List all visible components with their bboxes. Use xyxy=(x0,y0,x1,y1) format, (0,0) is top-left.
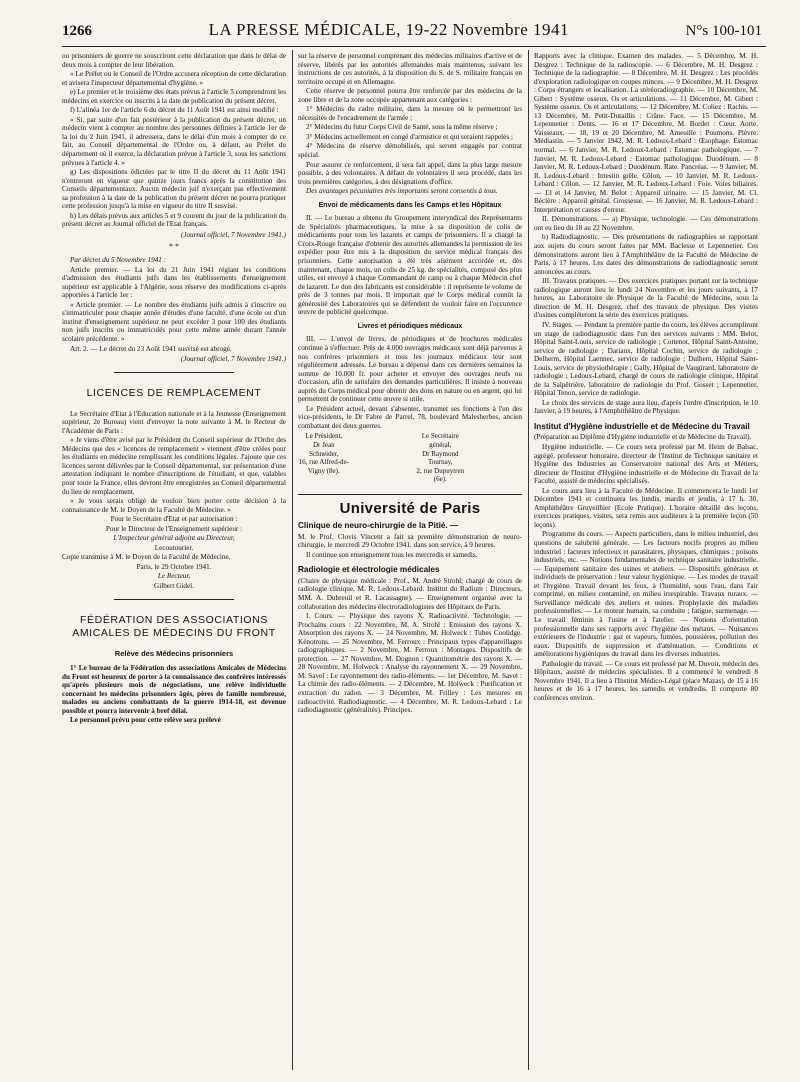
subsection-title: Envoi de médicaments dans les Camps et les Hôpitaux xyxy=(318,201,502,209)
section-title: LICENCES DE REMPLACEMENT xyxy=(86,386,262,399)
signature-line: Le Recteur, xyxy=(157,572,191,581)
section-title: FÉDÉRATION DES ASSOCIATIONS AMICALES DE MÉDECINS DU FRONT xyxy=(72,613,276,639)
signature-line: 2, rue Dupuytren (6e). xyxy=(416,466,465,484)
issue-number: N°s 100-101 xyxy=(685,23,762,39)
column-1 xyxy=(62,52,286,1070)
paragraph: Rapports avec la clinique. Examen des malades. — 5 Décembre, M. H. Desgrez : Technique de la radioscopie. — 6 Décembre, M. H. Desgrez : Technique de la radiographie. — 8 Décembre, M. H. Desgrez : Les procédés d'exploration radiologique en coupes minces. — 9 Décembre, M. H. Desgrez : Corps étrangers et localisation. La stéréoradiographie. — 10 Décembre, M. Gibert : Système osseux. Os et articulations. — 11 Décembre, M. Gibert : Système osseux. Os et articulations. — 12 Décembre, M. Coliez : Rachis. — 13 Décembre, M. Petit-Dutaillis : Crâne. Face. — 15 Décembre, M. Lepennetier : Dents. — 16 et 17 Décembre, M. Bordet : Cœur. Aorte. Vaisseaux. — 18, 19 et 20 Décembre, M. Ameuille : Poumons. Plèvre. Médiastin. — 5 Janvier 1942, M. R. Ledoux-Lebard : Œsophage. Estomac normal. — 6 Janvier, M. R. Ledoux-Lebard : Estomac pathologique. — 7 Janvier, M. R. Ledoux-Lebard : Estomac pathologique. Duodénum. — 8 Janvier, M. R. Ledoux-Lebard : Duodénum. Rate. Pancréas. — 9 Janvier, M. R. Ledoux-Lebard : Intestin grêle. Côlon. — 10 Janvier, M. R. Ledoux-Lebard : Côlon. — 12 Janvier, M. R. Ledoux-Lebard : Foie. Voies biliaires. — 13 et 14 Janvier, M. Belot : Appareil urinaire. — 15 Janvier, M. Cl. Béclère : Appareil génital. Grossesse. — 16 Janvier, M. R. Ledoux-Lebard : Interprétation et causes d'erreur. xyxy=(534,52,758,214)
signature-name: Gilbert Gidel. xyxy=(154,581,194,590)
paragraph: Le cours aura lieu à la Faculté de Médecine. Il commencera le lundi 1er Décembre 1941 et continuera les lundis, mardis et jeudis, à 17 h. 30, Amphithéâtre Gruveilhier (Ecole Pratique). L'horaire détaillé des leçons, exercices pratiques, visites, sera remis aux auditeurs à la première leçon (50 leçons). xyxy=(534,486,758,529)
paragraph: II. — Le bureau a obtenu du Groupement interyndical des Représentants de Spécialités pharmaceutiques, la mise à sa disposition de colis de médicaments pour tous les lazarets et camps de prisonniers. Il a chargé la Croix-Rouge française d'obtenir des autorités allemandes la permission de les expédier pour être mis à la disposition du service médical français des prisonniers. Cette autorisation a été très aisément accordée et, dès maintenant, chaque mois, un colis de 25 kg. de spécialités, composé des plus utiles, est envoyé à chaque Commandant de camp ou à chaque Médecin chef de lazarett. Le don des fabricants est considérable : il représente le volume de près de 3 tonnes par mois. Il importait que le Corps médical connût la générosité des Laboratoires qui se défendent de vouloir faire en l'occurence œuvre de publicité quelconque. xyxy=(298,214,522,317)
paragraph: Pathologie du travail. — Ce cours est professé par M. Duvoir, médecin des Hôpitaux, assisté de médecins spécialistes. Il a commencé le vendredi 8 Novembre 1941. Il a lieu à l'Institut Médico-Légal (place Mazas), de 15 à 16 heures et de 16 à 17 heures, les samedis et vendredis. Il comporte 80 conférences environ. xyxy=(534,659,758,702)
subsection-title: Clinique de neuro-chirurgie de la Pitié. — xyxy=(298,521,459,531)
paragraph: 1° Le bureau de la Fédération des associations Amicales de Médecins du Front est heureux de porter à la connaissance des confrères intéressés qu'après plusieurs mois de négociations, une relève individuelle concernant les médecins prisonniers âgés, pères de famille nombreuse, malades ou anciens combattants de la guerre 1914-18, est devenue possible et pourra intervenir à bref délai. xyxy=(62,664,286,715)
paragraph: 2° Médecins du futur Corps Civil de Santé, sous la même réserve ; xyxy=(306,123,498,132)
paragraph: « Je viens d'être avisé par le Président du Conseil supérieur de l'Ordre des Médecins que des « licences de remplacement » viennent d'être créées pour les étudiants en médecine remplissant les conditions légales. J'ajoute que ces licences seront délivrées par le Conseil départemental, sur présentation d'une attestation indiquant le nombre d'inscriptions de l'étudiant, et que, valables pour toute la France, elles devront être enregistrées au Conseil départemental du lieu de remplacement. xyxy=(62,436,286,496)
signature-line: Paris, le 29 Octobre 1941. xyxy=(136,562,212,571)
paragraph: Des avantages pécuniaires très importants seront consentis à tous. xyxy=(306,187,498,196)
journal-title: LA PRESSE MÉDICALE, 19-22 Novembre 1941 xyxy=(208,20,569,39)
signature-line: L'Inspecteur général adjoint au Directeur, xyxy=(113,534,235,543)
paragraph: Copie transmise à M. le Doyen de la Faculté de Médecine. xyxy=(62,553,231,562)
section-title: Université de Paris xyxy=(339,499,481,517)
column-divider xyxy=(528,50,529,1070)
subsection-title: Relève des Médecins prisonniers xyxy=(114,648,234,658)
signature-line: Le Secrétaire général, xyxy=(421,432,459,449)
signature-left xyxy=(298,432,406,483)
header-rule xyxy=(62,46,766,47)
paragraph: « Article premier. — Le nombre des étudiants juifs admis à s'inscrire ou s'immatriculer pour chaque année d'études d'une faculté, d'une école ou d'un institut d'enseignement supérieur ne peut excéder 3 pour 100 des étudiants non juifs inscrits ou immatriculés pour cette même année durant l'année scolaire précédente. » xyxy=(62,300,286,343)
subsection-subtitle: (Préparation au Diplôme d'Hygiène industrielle et de Médecine du Travail). xyxy=(534,433,752,442)
paragraph: Article premier. — La loi du 21 Juin 1941 réglant les conditions d'admission des étudiants juifs dans les établissements d'enseignement supérieur est applicable à l'Algérie, sous réserve des modifications ci-après apportées à l'article 1er : xyxy=(62,265,286,300)
paragraph: « Si, par suite d'un fait postérieur à la publication du présent décret, un médecin vient à compter au nombre des personnes définies à l'article 1er de la loi du 2 Juin 1941, il adressera, dans le délai d'un mois à compter de ce fait, au Conseil départemental de l'Ordre ou, à défaut, au Préfet du département où il exerce, la déclaration prévue à l'article 3, sous les sanctions prévues à l'article 4. » xyxy=(62,115,286,167)
paragraph: Le Président actuel, devant s'absenter, transmet ses fonctions à l'un des vice-présidents, le Dr Fabre de Parrel, 78, boulevard Malesherbes, ancien combattant des deux guerres. xyxy=(298,404,522,430)
paragraph: g) Les dispositions édictées par le titre II du décret du 11 Août 1941 n'entreront en vigueur que quinze jours francs après la constitution des Conseils départementaux. Aucun médecin juif n'exerçant pas effectivement sa profession à la date de la publication du présent décret ne pourra pratiquer cette profession jusqu'à la mise en vigueur du titre II susvisé. xyxy=(62,168,286,211)
signature-line: Pour le Directeur de l'Enseignement supérieur : xyxy=(105,524,243,533)
paragraph: 3° Médecins actuellement en congé d'armistice et qui seraient rappelés ; xyxy=(306,132,513,141)
page-header xyxy=(62,20,762,42)
signature-line: Dr Jean Schneider, xyxy=(309,440,339,458)
separator-stars: * * xyxy=(169,242,179,252)
paragraph: Le Secrétaire d'Etat à l'Education nationale et à la Jeunesse (Enseignement supérieur, 2e Bureau) vient d'envoyer la note suivante à M. le Recteur de l'Académie de Paris : xyxy=(62,409,286,435)
paragraph: f) L'alinéa 1er de l'article 6 du décret du 11 Août 1941 est ainsi modifié : xyxy=(70,106,279,115)
signature-line: Le Président, xyxy=(305,432,343,441)
paragraph: 1° Médecins du cadre militaire, dans la mesure où le permettront les nécessités de l'encadrement de l'armée ; xyxy=(298,105,522,122)
paragraph: Pour assurer ce renforcement, il sera fait appel, dans la plus large mesure possible, à des volontaires. A défaut de volontaires il sera procédé, dans les trois premières catégories, à des désignations d'office. xyxy=(298,160,522,186)
paragraph: Il continue son enseignement tous les mercredis et samedis. xyxy=(306,550,478,559)
signature-right xyxy=(414,432,522,483)
subsection-title: Livres et périodiques médicaux xyxy=(357,322,463,330)
paragraph: Programme du cours. — Aspects particuliers, dans le milieu industriel, des questions de salubrité générale. — Les facteurs nocifs propres au milieu industriel : facteurs infectieux et parasitaires, physiques, chimiques ; poisons industriels, etc. — Notions fondamentales de technique sanitaire industrielle. — Equipement sanitaire des usines et ateliers. — Dispositifs généraux et individuels de préservation : leur valeur hygiénique. — Les modes de travail et l'hygiène. Travail devant les feux, à l'humidité, sous l'eau, dans l'air comprimé, en milieu contaminé, en milieu irrespirable. Travaux ruraux. — Surveillance médicale des ateliers et usines. Prophylaxie des maladies professionnelles. — Le moteur humain, sa conduite ; fatigue, surmenage. — Le travail féminin à l'usine et à l'atelier. — Notions d'orientation professionnelle dans ses rapports avec l'hygiène des métaux. — Nuisances extérieures de l'industrie : gaz et vapeurs, fumées, poussières, pollution des eaux. Dispositifs de suppression et d'atténuation. — Conditions et améliorations hygiéniques du travail dans les diverses industries. xyxy=(534,530,758,659)
paragraph: « Je vous serais obligé de vouloir bien porter cette décision à la connaissance de M. le Doyen de la Faculté de Médecine. » xyxy=(62,497,286,514)
section-rule xyxy=(298,494,522,495)
source-citation: (Journal officiel, 7 Novembre 1941.) xyxy=(180,230,286,239)
paragraph: I. Cours. — Physique des rayons X. Radioactivité. Technologie. — Prochains cours : 22 Novembre, M. A. Strohl : Emission des rayons X. Absorption des rayons X. — 24 Novembre, M. Holweck : Tubes Coolidge. Kénotrons. — 25 Novembre, M. Ferroux : Principaux types d'appareillages radiographiques. — 2 Novembre, M. Ferroux : Montages. Dispositifs de protection. — 27 Novembre, M. Dognon : Quantitométrie des rayons X. — 28 Novembre, M. Holweck : Analyse du rayonnement X. — 29 Novembre, M. Savel : Le rayonnement des radio-éléments. — 1er Décembre, M. Savel : La chimie des radio-éléments. — 2 Décembre, M. Holweck : Purification et extraction du radon. — 3 Décembre, M. Frilley : Les mesures en radioactivité. Radiodiagnostic. — 4 Décembre, M. R. Ledoux-Lebard : Le radiodiagnostic (généralités). Principes. xyxy=(298,612,522,715)
paragraph: « Le Préfet ou le Conseil de l'Ordre accusera réception de cette déclaration et avisera l'inspecteur départemental d'hygiène. » xyxy=(62,70,286,87)
column-3 xyxy=(534,52,758,1070)
paragraph: (Chaire de physique médicale : Prof., M. André Strohl; chargé de cours de radiologie clinique, M. R. Ledoux-Lebard. Institut du Radium : Directeurs, MM. A. Dubreuil et R. Lacassagne). — Enseignement organisé avec la collaboration des médecins électroradiologistes des Hôpitaux de Paris. xyxy=(298,576,522,611)
paragraph: sur la réserve de personnel comprenant des médecins militaires d'active et de réserve, libérés par les autorités allemandes mais maintenus, suivant les instructions de ces autorités, à la disposition du S. de S. militaire français en territoire occupé et en Allemagne. xyxy=(298,52,522,86)
signature-line: Dr Raymond Tournay, xyxy=(422,449,459,467)
paragraph: Art. 2. — Le décret du 23 Août 1941 susvisé est abrogé. xyxy=(70,344,232,353)
section-rule xyxy=(114,372,234,373)
signature-line: Pour le Secrétaire d'Etat et par autorisation : xyxy=(110,515,238,524)
paragraph: II. Démonstrations. — a) Physique, technologie. — Ces démonstrations ont eu lieu du 18 au 22 Novembre. xyxy=(534,215,758,232)
paragraph: Le personnel prévu pour cette relève sera prélevé xyxy=(70,716,221,725)
paragraph: Hygiène industrielle. — Ce cours sera professé par M. Heim de Balsac, agrégé, professeur honoraire, directeur de l'Institut de Technique sanitaire et Hygiène des Industries au Conservatoire national des Arts et Métiers, directeur de l'Institut d'Hygiène industrielle et de Médecine du Travail de la Faculté, assisté de médecins spécialisés. xyxy=(534,443,758,486)
column-2 xyxy=(298,52,522,1070)
subsection-title: Institut d'Hygiène industrielle et de Médecine du Travail xyxy=(534,421,750,431)
paragraph: e) Le premier et le troisième des états prévus à l'article 5 comprendront les médecins en exercice ou inscrits à la date de publication du présent décret. xyxy=(62,88,286,105)
signature-block xyxy=(298,432,522,483)
paragraph: Le choix des services de stage aura lieu, d'après l'ordre d'inscription, le 10 Janvier, à 19 heures, à l'Amphithéâtre de Physique. xyxy=(534,398,758,416)
subsection-title: Radiologie et électrologie médicales xyxy=(298,565,440,575)
signature-line: 16, rue Alfred-de-Vigny (8e). xyxy=(298,458,349,475)
paragraph: 4° Médecins de réserve démobilisés, qui seront engagés par contrat spécial. xyxy=(298,142,522,160)
page-number: 1266 xyxy=(62,23,92,39)
source-citation: (Journal officiel, 7 Novembre 1941.) xyxy=(180,355,286,364)
paragraph: Cette réserve de personnel pourra être renforcée par des médecins de la zone libre et de la zone occupée appartenant aux catégories : xyxy=(298,87,522,104)
paragraph: IV. Stages. — Pendant la première partie du cours, les élèves accompliront un stage de radiodiagnostic dans l'un des services suivants : MM. Belot, Hôpital Saint-Louis, service de radiologie ; Cottenot, Hôpital Saint-Antoine, service de radiologie ; Dariaux, Hôpital Cochin, service de radiologie ; Delherm, Hôpital Laennec, service de radiologie ; Dulhem, Hôpital Saint-Louis, service de physiothérapie ; Gally, Hôpital de Vaugirard, laboratoire de radiologie ; Ledoux-Lebard, chargé de cours de radiologie clinique, Hôpital de la Salpêtrière, laboratoire de radiologie du Prof. Gosset ; Lepennetier, Hôpital Tenon, service de radiologie. xyxy=(534,320,758,398)
paragraph: Par décret du 5 Novembre 1941 : xyxy=(70,256,167,265)
section-rule xyxy=(114,599,234,600)
paragraph: h) Les délais prévus aux articles 5 et 9 courent du jour de la publication du présent décret au Journal officiel de l'Etat français. xyxy=(62,211,286,229)
paragraph: b) Radiodiagnostic. — Des présentations de radiographies se rapportant aux sujets du cours seront faites par MM. Baclesse et Lepennetier. Ces démonstrations auront lieu à l'Amphithéâtre de la Faculté de Médecine de Paris, à 17 heures. Les dates des démonstrations de radiodiagnostic seront annoncées au cours. xyxy=(534,233,758,276)
column-divider xyxy=(292,50,293,1070)
paragraph: III. — L'envoi de livres, de périodiques et de brochures médicales continue à s'effectuer. Près de 4.000 ouvrages médicaux sont déjà parvenus à nos confrères prisonniers et tous les journaux médicaux leur sont régulièrement adressés. Le bureau a dépensé dans ces dernières semaines la somme de 10.000 fr. pour acheter et envoyer des ouvrages neufs ou d'occasion, afin de satisfaire des demandes particulières. Il insiste à nouveau auprès du Corps médical pour obtenir des dons en nature ou en argent, qui lui permettent de continuer cette œuvre si utile. xyxy=(298,335,522,404)
paragraph: III. Travaux pratiques. — Des exercices pratiques portant sur la technique radiologique auront lieu le lundi 24 Novembre et les jours suivants, à 17 heures, au Laboratoire de Physique de la Faculté de Médecine, sous la direction de M. H. Desgrez, chef des travaux de physique. Des visites d'usines compléteront la série des exercices pratiques. xyxy=(534,277,758,320)
paragraph: ou prisonniers de guerre ne souscriront cette déclaration que dans le délai de deux mois à compter de leur libération. xyxy=(62,52,286,69)
signature-name: Lecoutourier. xyxy=(154,543,194,552)
paragraph: M. le Prof. Clovis Vincent a fait sa première démonstration de neuro-chirurgie, le mercredi 29 Octobre 1941, dans son service, à 9 heures. xyxy=(298,532,522,550)
